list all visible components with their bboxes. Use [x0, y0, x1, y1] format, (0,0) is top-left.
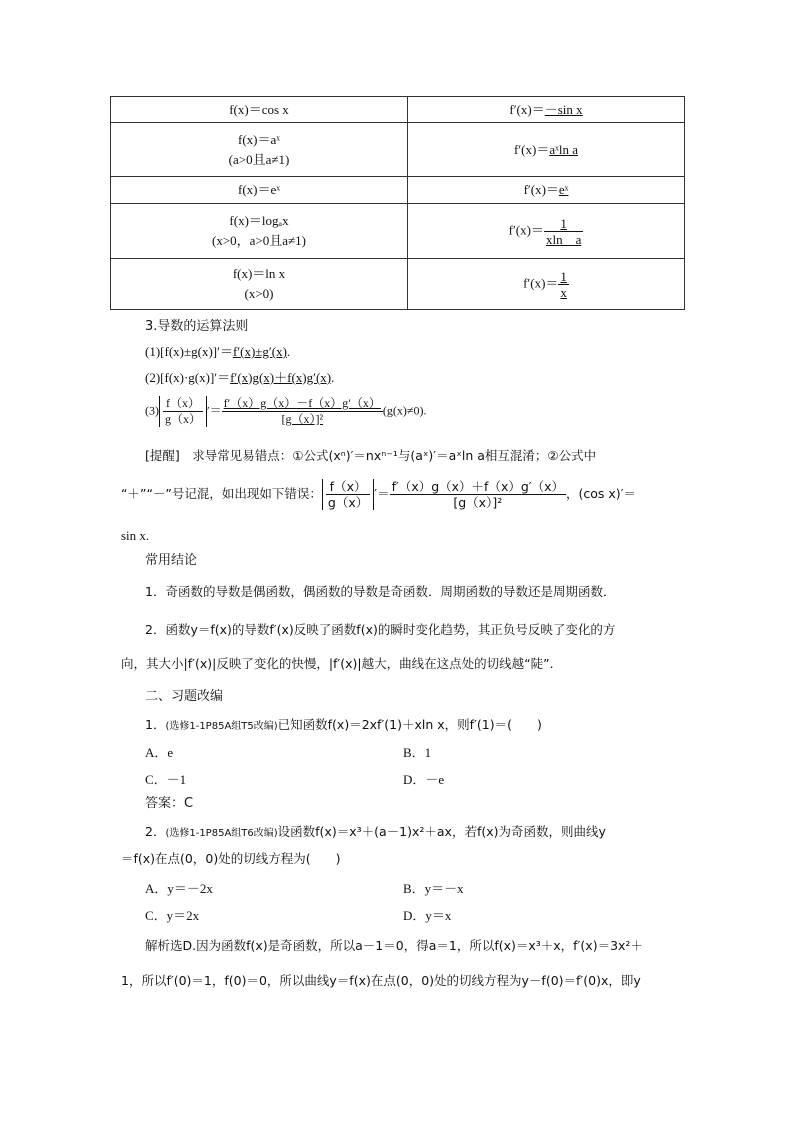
tip-line-3: sin x. [121, 528, 150, 543]
question-1: 1．(选修1-1P85A组T5改编)已知函数f(x)＝2xf′(1)＋xln x，则f′(1)＝( ) [145, 717, 542, 732]
table-row [111, 123, 685, 177]
tip-line-2: “＋”“－”号记混，如出现如下错误： $\frac{f(x)}{g(x)}$ ′＝ $\frac{f'(x)g(x)+f(x)g'(x)}{\text{[g（x）]²}}$ ，(cos x)′＝ [121, 479, 637, 510]
q1-option-d: D．－e [403, 772, 445, 787]
fraction: $\frac{1}{\text{xln a}}$ [545, 215, 582, 247]
table-row [111, 204, 685, 259]
q2-option-b: B．y＝－x [403, 881, 464, 896]
derivative-table [110, 96, 685, 310]
rule-3: (3) $\frac{f(x)}{g(x)}$ ′＝ $\frac{f'(x)g(x)-f(x)g'(x)}{\text{[g（x）]²}}$ (g(x)≠0). [145, 396, 427, 426]
fraction: $\frac{1}{x}$ [560, 268, 567, 300]
solution-line-1: 解析选D.因为函数f(x)是奇函数，所以a－1＝0，得a＝1，所以f(x)＝x³＋x，f′(x)＝3x²＋ [145, 938, 643, 953]
table-cell: f(x)＝logₐx (x>0，a>0且a≠1) [111, 204, 408, 259]
q1-answer: 答案：C [145, 796, 194, 811]
table-row [111, 97, 685, 123]
table-row [111, 177, 685, 204]
question-2-line-2: ＝f(x)在点(0，0)处的切线方程为( ) [121, 851, 341, 866]
table-cell: f′(x)＝aˣln a [408, 123, 685, 177]
table-cell: f′(x)＝eˣ [408, 177, 685, 204]
solution-line-2: 1，所以f′(0)＝1，f(0)＝0，所以曲线y＝f(x)在点(0，0)处的切线方程为y－f(0)＝f′(0)x，即y [121, 973, 641, 988]
table-cell: f′(x)＝－sin x [408, 97, 685, 123]
table-cell: f′(x)＝ $\frac{1}{x}$ [408, 259, 685, 310]
q1-option-a: A．e [145, 745, 174, 760]
table-cell: f(x)＝cos x [111, 97, 408, 123]
tip-line-1: [提醒] 求导常见易错点：①公式(xⁿ)′＝nxⁿ⁻¹与(aˣ)′＝aˣln a相互混淆；②公式中 [145, 448, 597, 463]
conclusions-heading: 常用结论 [145, 553, 198, 568]
conclusion-1: 1．奇函数的导数是偶函数，偶函数的导数是奇函数．周期函数的导数还是周期函数． [145, 584, 616, 599]
bracket: $\frac{f(x)}{g(x)}$ [322, 479, 374, 510]
q2-option-c: C．y＝2x [145, 908, 200, 923]
table-cell: f′(x)＝ $\frac{1}{\text{xln a}}$ [408, 204, 685, 259]
fraction: $\frac{f'(x)g(x)+f(x)g'(x)}{\text{[g（x）]²}}$ [391, 479, 565, 510]
q2-option-d: D．y＝x [403, 908, 452, 923]
q1-option-c: C．－1 [145, 772, 187, 787]
q2-option-a: A．y＝－2x [145, 881, 213, 896]
q1-option-b: B．1 [403, 745, 432, 760]
bracket: $\frac{f(x)}{g(x)}$ [159, 396, 207, 427]
fraction: $\frac{f'(x)g(x)-f(x)g'(x)}{\text{[g（x）]²}}$ [223, 396, 381, 426]
rule-2: (2)[f(x)·g(x)]′＝f′(x)g(x)＋f(x)g′(x). [145, 370, 335, 385]
rule-1: (1)[f(x)±g(x)]′＝f′(x)±g′(x). [145, 344, 291, 359]
conclusion-2-line-1: 2．函数y＝f(x)的导数f′(x)反映了函数f(x)的瞬时变化趋势，其正负号反映了变化的方 [145, 622, 616, 637]
rules-heading: 3.导数的运算法则 [145, 319, 249, 334]
table-cell: f(x)＝ln x (x>0) [111, 259, 408, 310]
table-cell: f(x)＝eˣ [111, 177, 408, 204]
table-row [111, 259, 685, 310]
question-2: 2．(选修1-1P85A组T6改编)设函数f(x)＝x³＋(a－1)x²＋ax，若f(x)为奇函数，则曲线y [145, 824, 606, 839]
exercises-heading: 二、习题改编 [145, 689, 224, 704]
conclusion-2-line-2: 向，其大小|f′(x)|反映了变化的快慢，|f′(x)|越大，曲线在这点处的切线越“陡”. [121, 656, 554, 671]
table-cell: f(x)＝aˣ (a>0且a≠1) [111, 123, 408, 177]
